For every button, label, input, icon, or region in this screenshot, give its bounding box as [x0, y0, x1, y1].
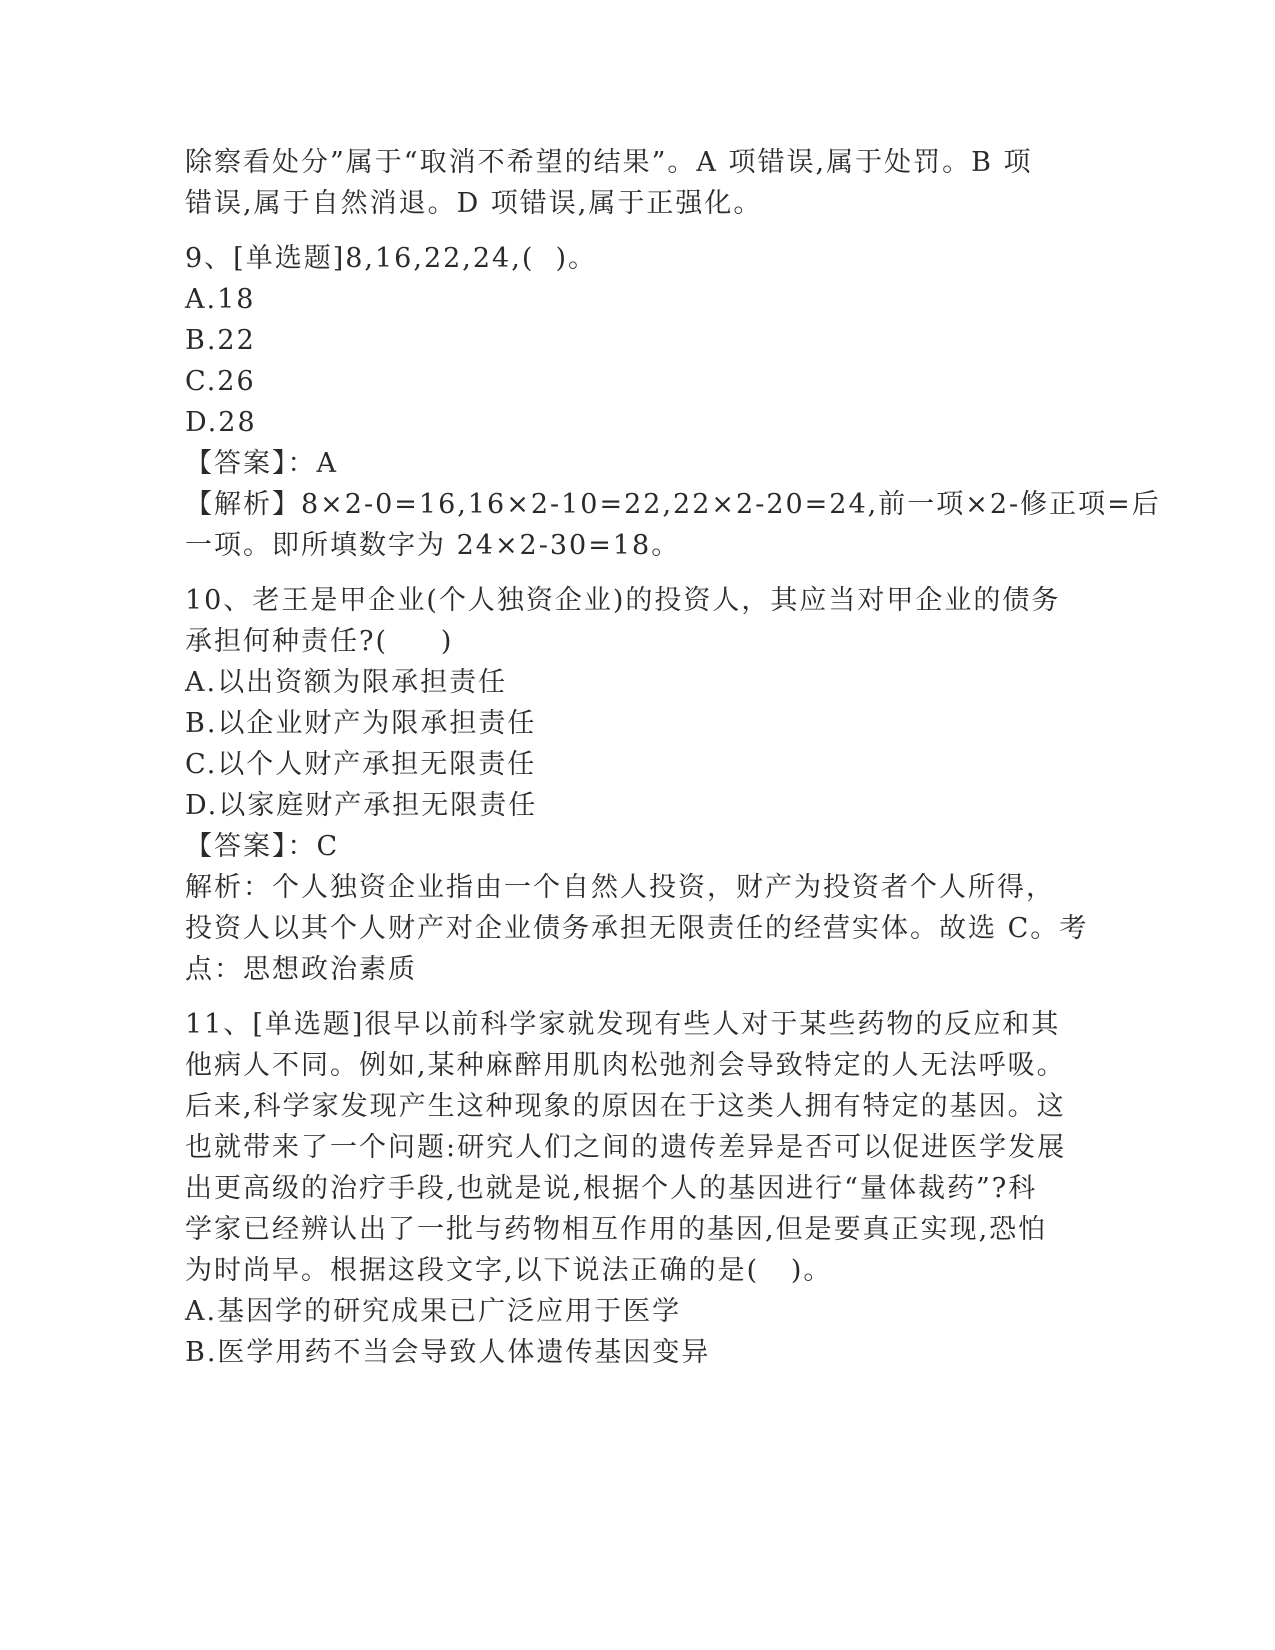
- option-c: C.26: [185, 366, 256, 397]
- analysis-line: 投资人以其个人财产对企业债务承担无限责任的经营实体。故选 C。考: [185, 913, 1089, 944]
- question-stem: 学家已经辨认出了一批与药物相互作用的基因,但是要真正实现,恐怕: [185, 1214, 1048, 1245]
- question-stem: 11、[单选题]很早以前科学家就发现有些人对于某些药物的反应和其: [185, 1009, 1061, 1040]
- question-stem: 为时尚早。根据这段文字,以下说法正确的是( )。: [185, 1255, 833, 1286]
- analysis-line: 解析：个人独资企业指由一个自然人投资，财产为投资者个人所得，: [185, 872, 1055, 903]
- option-a: A.18: [185, 284, 256, 315]
- analysis-line: 点：思想政治素质: [185, 954, 417, 985]
- question-stem: 后来,科学家发现产生这种现象的原因在于这类人拥有特定的基因。这: [185, 1091, 1066, 1122]
- question-stem: 9、[单选题]8,16,22,24,( )。: [185, 243, 598, 274]
- option-d: D.以家庭财产承担无限责任: [185, 790, 538, 821]
- answer-line: 【答案】：A: [185, 448, 338, 479]
- option-b: B.以企业财产为限承担责任: [185, 708, 537, 739]
- option-d: D.28: [185, 407, 257, 438]
- analysis-line: 【解析】8×2-0=16,16×2-10=22,22×2-20=24,前一项×2-修正项=后: [185, 489, 1161, 520]
- text-line: 错误,属于自然消退。D 项错误,属于正强化。: [185, 188, 763, 219]
- question-10: [185, 580, 1089, 990]
- question-stem: 也就带来了一个问题:研究人们之间的遗传差异是否可以促进医学发展: [185, 1132, 1067, 1163]
- text-line: 除察看处分”属于“取消不希望的结果”。A 项错误,属于处罚。B 项: [185, 147, 1033, 178]
- option-a: A.基因学的研究成果已广泛应用于医学: [185, 1296, 682, 1327]
- option-a: A.以出资额为限承担责任: [185, 667, 508, 698]
- question-stem: 出更高级的治疗手段,也就是说,根据个人的基因进行“量体裁药”?科: [185, 1173, 1038, 1204]
- question-9: [185, 238, 1161, 566]
- question-stem: 他病人不同。例如,某种麻醉用肌肉松弛剂会导致特定的人无法呼吸。: [185, 1050, 1066, 1081]
- answer-line: 【答案】：C: [185, 831, 340, 862]
- question-11: [185, 1004, 1085, 1373]
- option-c: C.以个人财产承担无限责任: [185, 749, 537, 780]
- intro-paragraph: [185, 142, 1085, 224]
- analysis-line: 一项。即所填数字为 24×2-30=18。: [185, 530, 681, 561]
- question-stem: 10、老王是甲企业(个人独资企业)的投资人，其应当对甲企业的债务: [185, 585, 1061, 616]
- option-b: B.22: [185, 325, 256, 356]
- question-stem: 承担何种责任?( ): [185, 626, 454, 657]
- option-b: B.医学用药不当会导致人体遗传基因变异: [185, 1337, 711, 1368]
- document-page: [185, 142, 1161, 1373]
